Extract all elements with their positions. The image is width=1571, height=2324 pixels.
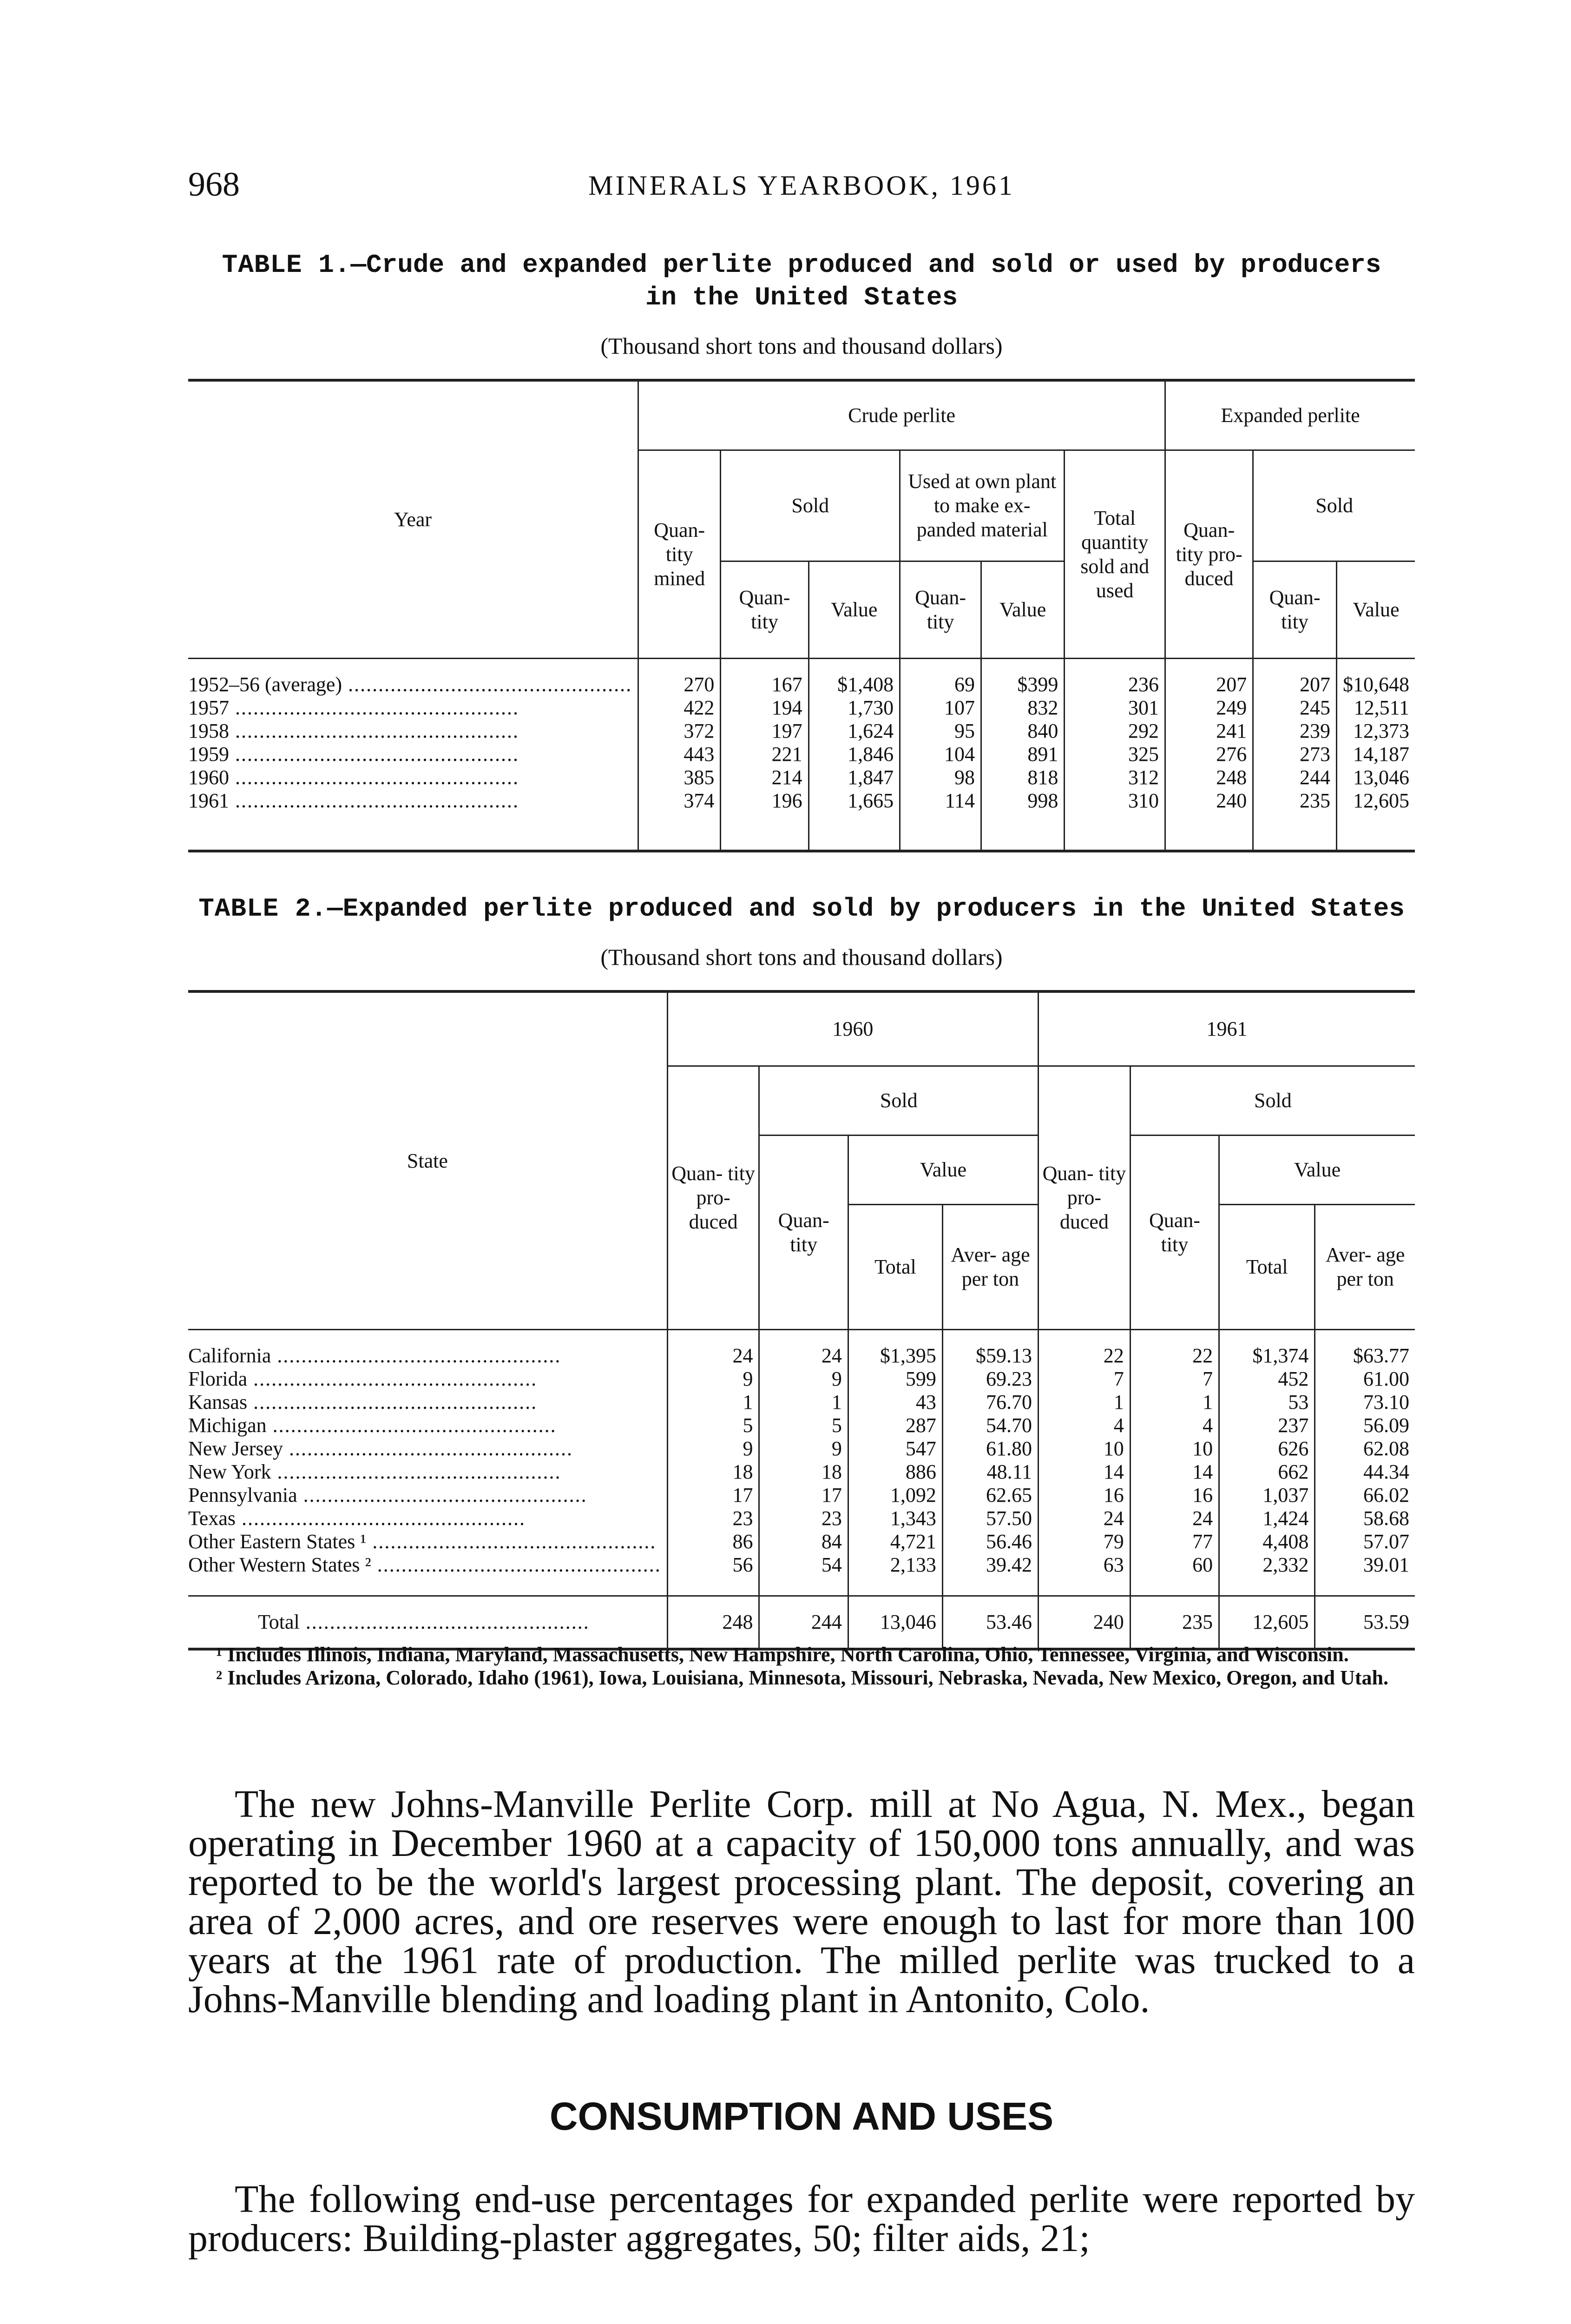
page-number: 968 xyxy=(188,165,240,204)
t1-head-quantity-mined: Quan- tity mined xyxy=(638,450,721,659)
t1-cell-exp-sold-val: 14,187 xyxy=(1336,743,1415,766)
t2-cell-a61: $63.77 xyxy=(1315,1330,1415,1368)
t1-head-exp-sold-quantity: Quan- tity xyxy=(1253,561,1337,659)
t1-cell-total: 325 xyxy=(1065,743,1165,766)
t2-cell-q60: 9 xyxy=(759,1367,848,1391)
t2-cell-q60: 5 xyxy=(759,1414,848,1437)
t1-cell-used-qty: 69 xyxy=(900,659,981,697)
t1-cell-used-val: 998 xyxy=(981,789,1065,851)
t1-cell-sold-val: $1,408 xyxy=(809,659,900,697)
t2-cell-a60: 62.65 xyxy=(942,1484,1038,1507)
table-row xyxy=(188,696,1415,720)
t1-cell-mined: 374 xyxy=(638,789,721,851)
t1-cell-exp-sold-qty: 235 xyxy=(1253,789,1337,851)
t2-head-1961-sold: Sold xyxy=(1130,1066,1415,1136)
t1-head-used-at-own-plant: Used at own plant to make ex- panded material xyxy=(900,450,1065,561)
t2-cell-a60: 48.11 xyxy=(942,1460,1038,1484)
t1-cell-used-qty: 107 xyxy=(900,696,981,720)
table-row xyxy=(188,1484,1415,1507)
t1-head-exp-quantity-produced: Quan- tity pro- duced xyxy=(1165,450,1253,659)
t2-total-a60: 53.46 xyxy=(942,1596,1038,1650)
t2-cell-q60: 17 xyxy=(759,1484,848,1507)
t2-cell-p61: 1 xyxy=(1039,1391,1131,1414)
t2-cell-p61: 10 xyxy=(1039,1437,1131,1460)
table1-caption xyxy=(188,249,1415,314)
t2-cell-t61: 2,332 xyxy=(1219,1553,1315,1596)
t2-cell-q60: 18 xyxy=(759,1460,848,1484)
t1-row-year: 1960 ..... xyxy=(188,766,638,789)
t2-cell-q61: 1 xyxy=(1130,1391,1219,1414)
t1-cell-used-qty: 95 xyxy=(900,720,981,743)
table2-caption-lead: TABLE 2. xyxy=(198,894,328,924)
t1-cell-sold-val: 1,730 xyxy=(809,696,900,720)
t2-cell-p60: 86 xyxy=(667,1530,759,1553)
t2-cell-q61: 10 xyxy=(1130,1437,1219,1460)
running-title: MINERALS YEARBOOK, 1961 xyxy=(588,170,1015,201)
t1-row-year: 1959 ..... xyxy=(188,743,638,766)
t2-row-state: Other Eastern States ¹ ..... xyxy=(188,1530,667,1553)
t1-head-sold-quantity: Quan- tity xyxy=(721,561,809,659)
t2-cell-p60: 18 xyxy=(667,1460,759,1484)
table-row xyxy=(188,1330,1415,1368)
paragraph-end-use: The following end-use percentages for expanded perlite were reported by producers: Building-plaster aggregates, 50; filter aids, 21; xyxy=(188,2178,1415,2260)
t2-cell-a61: 61.00 xyxy=(1315,1367,1415,1391)
t2-total-t60: 13,046 xyxy=(848,1596,942,1650)
t2-cell-q60: 24 xyxy=(759,1330,848,1368)
t2-cell-q61: 77 xyxy=(1130,1530,1219,1553)
t2-cell-t60: 886 xyxy=(848,1460,942,1484)
t2-cell-t61: 53 xyxy=(1219,1391,1315,1414)
t1-head-used-value: Value xyxy=(981,561,1065,659)
t2-row-state: New York ..... xyxy=(188,1460,667,1484)
t2-cell-a60: $59.13 xyxy=(942,1330,1038,1368)
table2-body xyxy=(188,1330,1415,1596)
t1-cell-exp-sold-val: 12,373 xyxy=(1336,720,1415,743)
t2-cell-p61: 14 xyxy=(1039,1460,1131,1484)
t2-row-state: New Jersey ..... xyxy=(188,1437,667,1460)
t2-head-1960-quantity-produced: Quan- tity pro- duced xyxy=(667,1066,759,1330)
t2-head-1961-quantity: Quan- tity xyxy=(1130,1136,1219,1330)
t1-cell-sold-val: 1,846 xyxy=(809,743,900,766)
t1-cell-sold-qty: 194 xyxy=(721,696,809,720)
t2-cell-t61: 662 xyxy=(1219,1460,1315,1484)
t2-cell-p60: 17 xyxy=(667,1484,759,1507)
t2-cell-a60: 76.70 xyxy=(942,1391,1038,1414)
t2-cell-t61: 1,424 xyxy=(1219,1507,1315,1530)
t2-cell-q61: 16 xyxy=(1130,1484,1219,1507)
t1-cell-exp-sold-qty: 244 xyxy=(1253,766,1337,789)
t1-head-exp-sold: Sold xyxy=(1253,450,1415,561)
t1-cell-total: 292 xyxy=(1065,720,1165,743)
t1-cell-sold-val: 1,624 xyxy=(809,720,900,743)
table-row xyxy=(188,1553,1415,1596)
t2-cell-a61: 57.07 xyxy=(1315,1530,1415,1553)
t1-cell-sold-val: 1,665 xyxy=(809,789,900,851)
table2 xyxy=(188,990,1415,1651)
t2-cell-a60: 54.70 xyxy=(942,1414,1038,1437)
table2-caption-line1: —Expanded perlite produced and sold by producers in the United States xyxy=(327,894,1405,924)
t1-row-year: 1957 ..... xyxy=(188,696,638,720)
t2-cell-a60: 56.46 xyxy=(942,1530,1038,1553)
t2-total-a61: 53.59 xyxy=(1315,1596,1415,1650)
t2-cell-q60: 9 xyxy=(759,1437,848,1460)
table2-units: (Thousand short tons and thousand dollars) xyxy=(600,944,1003,970)
table1-units: (Thousand short tons and thousand dollars) xyxy=(600,333,1003,359)
t2-head-1961-total: Total xyxy=(1219,1205,1315,1330)
t2-cell-a61: 66.02 xyxy=(1315,1484,1415,1507)
t2-cell-t60: 599 xyxy=(848,1367,942,1391)
footnotes xyxy=(188,1643,1415,1690)
t2-cell-t61: 237 xyxy=(1219,1414,1315,1437)
t2-cell-p61: 24 xyxy=(1039,1507,1131,1530)
t2-head-1960-quantity: Quan- tity xyxy=(759,1136,848,1330)
t2-cell-p61: 16 xyxy=(1039,1484,1131,1507)
t2-cell-p60: 56 xyxy=(667,1553,759,1596)
table-row xyxy=(188,1414,1415,1437)
t1-cell-exp-sold-val: 13,046 xyxy=(1336,766,1415,789)
t2-head-1961-average: Aver- age per ton xyxy=(1315,1205,1415,1330)
table2-total-body xyxy=(188,1596,1415,1650)
t1-cell-exp-prod: 276 xyxy=(1165,743,1253,766)
t2-row-state: Texas ..... xyxy=(188,1507,667,1530)
t1-cell-sold-qty: 221 xyxy=(721,743,809,766)
body-text-1 xyxy=(188,1785,1415,2019)
t2-cell-a61: 58.68 xyxy=(1315,1507,1415,1530)
t1-cell-exp-sold-val: 12,511 xyxy=(1336,696,1415,720)
t1-cell-total: 312 xyxy=(1065,766,1165,789)
t2-total-p60: 248 xyxy=(667,1596,759,1650)
t1-cell-total: 236 xyxy=(1065,659,1165,697)
t1-cell-mined: 443 xyxy=(638,743,721,766)
t2-cell-t61: 626 xyxy=(1219,1437,1315,1460)
table1-caption-line2: in the United States xyxy=(645,283,958,312)
t1-cell-mined: 372 xyxy=(638,720,721,743)
body-text-2 xyxy=(188,2180,1415,2258)
t2-head-1960-sold: Sold xyxy=(759,1066,1039,1136)
t2-head-1961-value: Value xyxy=(1219,1136,1415,1205)
t2-head-1960-average: Aver- age per ton xyxy=(942,1205,1038,1330)
table-row xyxy=(188,1367,1415,1391)
t2-cell-t61: $1,374 xyxy=(1219,1330,1315,1368)
t2-row-state: Michigan ..... xyxy=(188,1414,667,1437)
t2-head-1960: 1960 xyxy=(667,991,1038,1066)
footnote-1: ¹ Includes Illinois, Indiana, Maryland, Massachusetts, New Hampshire, North Carolina, Ohio, Tennessee, Virginia, and Wisconsin. xyxy=(216,1643,1349,1666)
t2-cell-t60: 4,721 xyxy=(848,1530,942,1553)
t1-cell-sold-qty: 214 xyxy=(721,766,809,789)
t1-cell-exp-prod: 248 xyxy=(1165,766,1253,789)
t1-head-total-quantity: Total quantity sold and used xyxy=(1065,450,1165,659)
t1-cell-exp-sold-qty: 245 xyxy=(1253,696,1337,720)
t2-head-1960-value: Value xyxy=(848,1136,1038,1205)
table-row xyxy=(188,766,1415,789)
t1-cell-total: 301 xyxy=(1065,696,1165,720)
t2-cell-p61: 79 xyxy=(1039,1530,1131,1553)
t2-cell-p60: 1 xyxy=(667,1391,759,1414)
table1-caption-line1: —Crude and expanded perlite produced and sold or used by producers xyxy=(350,250,1381,280)
t2-cell-t61: 4,408 xyxy=(1219,1530,1315,1553)
t2-cell-a60: 57.50 xyxy=(942,1507,1038,1530)
t2-cell-q60: 1 xyxy=(759,1391,848,1414)
t1-cell-mined: 422 xyxy=(638,696,721,720)
t1-cell-sold-qty: 197 xyxy=(721,720,809,743)
table-row xyxy=(188,720,1415,743)
t1-cell-used-val: 832 xyxy=(981,696,1065,720)
t1-cell-exp-prod: 240 xyxy=(1165,789,1253,851)
t2-cell-q61: 7 xyxy=(1130,1367,1219,1391)
t2-cell-q60: 54 xyxy=(759,1553,848,1596)
t1-head-used-quantity: Quan- tity xyxy=(900,561,981,659)
t1-cell-sold-qty: 167 xyxy=(721,659,809,697)
t2-cell-p60: 23 xyxy=(667,1507,759,1530)
page-header xyxy=(188,165,1415,207)
table-row xyxy=(188,1460,1415,1484)
t2-cell-q61: 4 xyxy=(1130,1414,1219,1437)
t2-cell-a61: 39.01 xyxy=(1315,1553,1415,1596)
t2-cell-t60: $1,395 xyxy=(848,1330,942,1368)
t1-cell-total: 310 xyxy=(1065,789,1165,851)
t1-head-exp-sold-value: Value xyxy=(1336,561,1415,659)
t2-cell-t60: 43 xyxy=(848,1391,942,1414)
footnote-2: ² Includes Arizona, Colorado, Idaho (1961), Iowa, Louisiana, Minnesota, Missouri, Nebraska, Nevada, New Mexico, Oregon, and Utah. xyxy=(216,1666,1388,1689)
t1-head-expanded-perlite: Expanded perlite xyxy=(1165,380,1415,450)
t1-head-crude-perlite: Crude perlite xyxy=(638,380,1165,450)
t1-cell-mined: 270 xyxy=(638,659,721,697)
t1-cell-exp-prod: 249 xyxy=(1165,696,1253,720)
t2-cell-a61: 56.09 xyxy=(1315,1414,1415,1437)
t2-cell-t60: 547 xyxy=(848,1437,942,1460)
table1-caption-lead: TABLE 1. xyxy=(222,250,351,280)
t2-cell-q61: 14 xyxy=(1130,1460,1219,1484)
t1-cell-sold-val: 1,847 xyxy=(809,766,900,789)
t1-cell-exp-prod: 207 xyxy=(1165,659,1253,697)
t2-cell-t60: 2,133 xyxy=(848,1553,942,1596)
t2-cell-t60: 1,092 xyxy=(848,1484,942,1507)
t1-cell-used-qty: 104 xyxy=(900,743,981,766)
t1-cell-used-val: 818 xyxy=(981,766,1065,789)
t1-head-year: Year xyxy=(188,380,638,659)
t2-cell-q60: 84 xyxy=(759,1530,848,1553)
t2-cell-a61: 44.34 xyxy=(1315,1460,1415,1484)
t2-cell-p61: 7 xyxy=(1039,1367,1131,1391)
t2-cell-p60: 5 xyxy=(667,1414,759,1437)
t2-row-state: Florida ..... xyxy=(188,1367,667,1391)
t1-cell-used-qty: 114 xyxy=(900,789,981,851)
t2-cell-q61: 60 xyxy=(1130,1553,1219,1596)
table-row xyxy=(188,789,1415,851)
t2-cell-p60: 9 xyxy=(667,1367,759,1391)
t2-cell-p60: 9 xyxy=(667,1437,759,1460)
table-row xyxy=(188,1391,1415,1414)
t1-cell-exp-sold-val: $10,648 xyxy=(1336,659,1415,697)
t2-cell-t61: 452 xyxy=(1219,1367,1315,1391)
t2-head-1960-total: Total xyxy=(848,1205,942,1330)
t1-cell-used-val: 840 xyxy=(981,720,1065,743)
t2-cell-q61: 24 xyxy=(1130,1507,1219,1530)
t1-cell-used-qty: 98 xyxy=(900,766,981,789)
t1-cell-sold-qty: 196 xyxy=(721,789,809,851)
table-row xyxy=(188,1530,1415,1553)
t2-cell-a61: 73.10 xyxy=(1315,1391,1415,1414)
t2-cell-p61: 4 xyxy=(1039,1414,1131,1437)
t1-row-year: 1952–56 (average) ..... xyxy=(188,659,638,697)
t2-cell-t60: 1,343 xyxy=(848,1507,942,1530)
t2-cell-q61: 22 xyxy=(1130,1330,1219,1368)
t2-cell-a60: 39.42 xyxy=(942,1553,1038,1596)
t2-row-state: California ..... xyxy=(188,1330,667,1368)
table2-total-row xyxy=(188,1596,1415,1650)
t2-total-q61: 235 xyxy=(1130,1596,1219,1650)
t1-row-year: 1958 ..... xyxy=(188,720,638,743)
table-row xyxy=(188,1507,1415,1530)
table1 xyxy=(188,379,1415,852)
t2-row-state: Pennsylvania ..... xyxy=(188,1484,667,1507)
t2-total-q60: 244 xyxy=(759,1596,848,1650)
t2-head-1961-quantity-produced: Quan- tity pro- duced xyxy=(1039,1066,1131,1330)
t1-head-sold: Sold xyxy=(721,450,900,561)
t2-cell-q60: 23 xyxy=(759,1507,848,1530)
t1-cell-exp-prod: 241 xyxy=(1165,720,1253,743)
t1-cell-used-val: $399 xyxy=(981,659,1065,697)
t2-cell-a60: 69.23 xyxy=(942,1367,1038,1391)
t2-head-state: State xyxy=(188,991,667,1330)
t2-total-t61: 12,605 xyxy=(1219,1596,1315,1650)
t1-cell-used-val: 891 xyxy=(981,743,1065,766)
t2-cell-t61: 1,037 xyxy=(1219,1484,1315,1507)
table-row xyxy=(188,1437,1415,1460)
t2-head-1961: 1961 xyxy=(1039,991,1415,1066)
t1-cell-exp-sold-val: 12,605 xyxy=(1336,789,1415,851)
section-heading: CONSUMPTION AND USES xyxy=(549,2094,1054,2138)
t2-cell-t60: 287 xyxy=(848,1414,942,1437)
t2-row-state: Other Western States ² ..... xyxy=(188,1553,667,1596)
t1-cell-mined: 385 xyxy=(638,766,721,789)
table1-body xyxy=(188,659,1415,852)
t2-total-label: Total ..... xyxy=(188,1596,667,1650)
t2-cell-p61: 63 xyxy=(1039,1553,1131,1596)
t2-total-p61: 240 xyxy=(1039,1596,1131,1650)
table-row xyxy=(188,743,1415,766)
t2-row-state: Kansas ..... xyxy=(188,1391,667,1414)
table-row xyxy=(188,659,1415,697)
t2-cell-a60: 61.80 xyxy=(942,1437,1038,1460)
t1-cell-exp-sold-qty: 207 xyxy=(1253,659,1337,697)
t1-row-year: 1961 ..... xyxy=(188,789,638,851)
t2-cell-a61: 62.08 xyxy=(1315,1437,1415,1460)
paragraph-johns-manville: The new Johns-Manville Perlite Corp. mill at No Agua, N. Mex., began operating in December 1960 at a capacity of 150,000 tons annually, and was reported to be the world's largest processing plant. The deposit, covering an area of 2,000 acres, and ore reserves were enough to last for more than 100 years at the 1961 rate of production. The milled perlite was trucked to a Johns-Manville blending and loading plant in Antonito, Colo. xyxy=(188,1783,1415,2021)
t1-cell-exp-sold-qty: 273 xyxy=(1253,743,1337,766)
table2-caption xyxy=(188,892,1415,925)
t2-cell-p61: 22 xyxy=(1039,1330,1131,1368)
t1-cell-exp-sold-qty: 239 xyxy=(1253,720,1337,743)
t2-cell-p60: 24 xyxy=(667,1330,759,1368)
t1-head-sold-value: Value xyxy=(809,561,900,659)
